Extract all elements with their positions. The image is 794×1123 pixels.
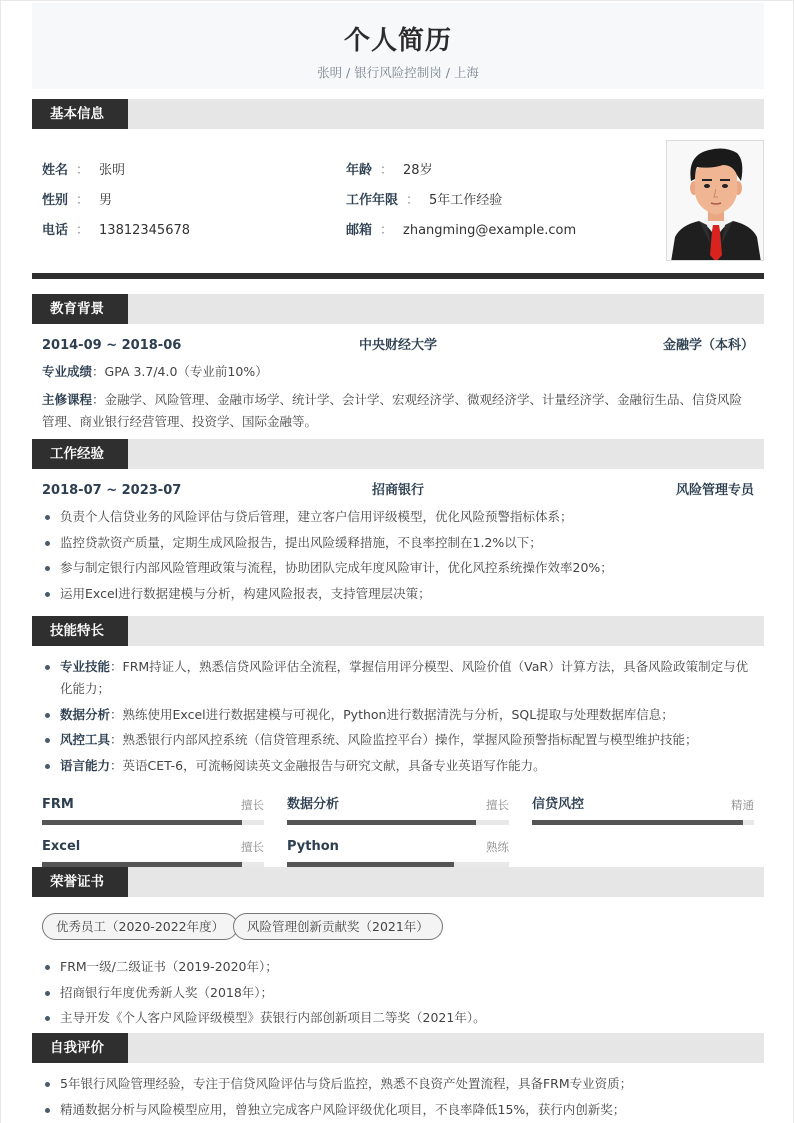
info-label: 性别 bbox=[42, 193, 69, 208]
avatar bbox=[666, 140, 764, 261]
info-label: 邮箱 bbox=[346, 223, 373, 238]
section-title: 自我评价 bbox=[32, 1033, 128, 1063]
list-item: 参与制定银行内部风险管理政策与流程，协助团队完成年度风险审计，优化风控系统操作效率20%； bbox=[42, 557, 754, 579]
page-subtitle: 张明 / 银行风险控制岗 / 上海 bbox=[317, 65, 479, 80]
skill-label: 语言能力 bbox=[60, 757, 111, 773]
avatar-portrait-icon bbox=[667, 141, 764, 261]
list-item: 运用Excel进行数据建模与分析，构建风险报表，支持管理层决策； bbox=[42, 583, 754, 605]
honors-list bbox=[42, 956, 754, 1033]
section-title: 基本信息 bbox=[32, 99, 128, 129]
education-courses bbox=[42, 389, 754, 433]
skills-list bbox=[42, 656, 754, 780]
work-duties-list bbox=[42, 506, 754, 608]
info-label: 电话 bbox=[42, 223, 69, 238]
list-item: 5年银行风险管理经验，专注于信贷风险评估与贷后监控，熟悉不良资产处置流程，具备FRM专业资质； bbox=[42, 1073, 754, 1095]
info-phone: 电话 ： 13812345678 bbox=[42, 223, 191, 238]
info-value: 28岁 bbox=[403, 163, 433, 178]
progress-fill bbox=[532, 820, 743, 825]
progress-track bbox=[532, 820, 754, 825]
list-item: 数据分析：熟练使用Excel进行数据建模与可视化，Python进行数据清洗与分析，SQL提取与处理数据库信息； bbox=[42, 704, 754, 726]
section-title: 工作经验 bbox=[32, 439, 128, 469]
list-item: 监控贷款资产质量，定期生成风险报告，提出风险缓释措施，不良率控制在1.2%以下； bbox=[42, 532, 754, 554]
skill-bar-python: Python 熟练 bbox=[287, 839, 509, 875]
self-evaluation-list bbox=[42, 1073, 754, 1123]
progress-fill bbox=[287, 820, 476, 825]
resume-header bbox=[32, 3, 764, 89]
info-value: 男 bbox=[99, 193, 113, 208]
info-label: 年龄 bbox=[346, 163, 373, 178]
list-item: 专业技能：FRM持证人，熟悉信贷风险评估全流程，掌握信用评分模型、风险价值（VaR）计算方法，具备风险政策制定与优化能力； bbox=[42, 656, 754, 700]
info-value: 张明 bbox=[99, 163, 126, 178]
info-name: 姓名 ： 张明 bbox=[42, 163, 126, 178]
work-period: 2018-07 ~ 2023-07 bbox=[42, 483, 182, 498]
education-gpa bbox=[42, 361, 754, 383]
list-item: 负责个人信贷业务的风险评估与贷后管理，建立客户信用评级模型，优化风险预警指标体系； bbox=[42, 506, 754, 528]
skill-bar-data-analysis: 数据分析 擅长 bbox=[287, 797, 509, 833]
education-header-row bbox=[42, 338, 754, 354]
info-gender: 性别 ： 男 bbox=[42, 193, 113, 208]
progress-fill bbox=[42, 820, 242, 825]
section-honors bbox=[32, 867, 764, 897]
list-item: 主导开发《个人客户风险评级模型》获银行内部创新项目二等奖（2021年）。 bbox=[42, 1007, 754, 1029]
skill-label: 风控工具 bbox=[60, 732, 111, 747]
education-period: 2014-09 ~ 2018-06 bbox=[42, 338, 182, 353]
section-skills bbox=[32, 616, 764, 646]
skill-bar-frm: FRM 擅长 bbox=[42, 797, 264, 833]
list-item: 风控工具：熟悉银行内部风控系统（信贷管理系统、风险监控平台）操作，掌握风险预警指标配置与模型维护技能； bbox=[42, 729, 754, 751]
honor-badge: 优秀员工（2020-2022年度） bbox=[42, 913, 238, 940]
courses-value: ：金融学、风险管理、金融市场学、统计学、会计学、宏观经济学、微观经济学、计量经济学、金融衍生品、信贷风险管理、商业银行经营管理、投资学、国际金融等。 bbox=[42, 392, 743, 429]
section-title: 教育背景 bbox=[32, 294, 128, 324]
info-label: 姓名 bbox=[42, 163, 69, 178]
section-self-evaluation bbox=[32, 1033, 764, 1063]
section-work bbox=[32, 439, 764, 469]
info-value: 5年工作经验 bbox=[429, 193, 503, 208]
info-work-years: 工作年限 ： 5年工作经验 bbox=[346, 193, 503, 208]
list-item: 招商银行年度优秀新人奖（2018年）； bbox=[42, 982, 754, 1004]
section-title: 荣誉证书 bbox=[32, 867, 128, 897]
work-header-row bbox=[42, 483, 754, 499]
divider bbox=[32, 273, 764, 279]
honor-badge: 风险管理创新贡献奖（2021年） bbox=[233, 913, 443, 940]
list-item: 语言能力：英语CET-6，可流畅阅读英文金融报告与研究文献，具备专业英语写作能力。 bbox=[42, 755, 754, 777]
info-age: 年龄 ： 28岁 bbox=[346, 163, 433, 178]
section-education bbox=[32, 294, 764, 324]
info-value: 13812345678 bbox=[99, 223, 191, 238]
work-position: 风险管理专员 bbox=[675, 483, 754, 498]
section-title: 技能特长 bbox=[32, 616, 128, 646]
info-value: zhangming@example.com bbox=[403, 223, 577, 238]
skill-bar-excel: Excel 擅长 bbox=[42, 839, 264, 875]
education-major: 金融学（本科） bbox=[662, 338, 754, 353]
skill-label: 专业技能 bbox=[60, 659, 111, 674]
gpa-label: 专业成绩 bbox=[42, 364, 93, 379]
skill-bar-credit-risk: 信贷风控 精通 bbox=[532, 797, 754, 833]
education-school: 中央财经大学 bbox=[358, 338, 437, 353]
info-email: 邮箱 ： zhangming@example.com bbox=[346, 223, 577, 238]
skill-label: 数据分析 bbox=[60, 706, 111, 722]
page-title: 个人简历 bbox=[343, 26, 452, 56]
progress-track bbox=[287, 820, 509, 825]
gpa-value: ：GPA 3.7/4.0（专业前10%） bbox=[92, 364, 268, 379]
progress-track bbox=[42, 820, 264, 825]
work-company: 招商银行 bbox=[371, 483, 424, 498]
list-item: FRM一级/二级证书（2019-2020年）； bbox=[42, 956, 754, 978]
courses-label: 主修课程 bbox=[42, 392, 93, 407]
list-item: 精通数据分析与风险模型应用，曾独立完成客户风险评级优化项目，不良率降低15%，获行内创新奖； bbox=[42, 1099, 754, 1121]
info-label: 工作年限 bbox=[346, 193, 399, 208]
section-basic-info bbox=[32, 99, 764, 129]
